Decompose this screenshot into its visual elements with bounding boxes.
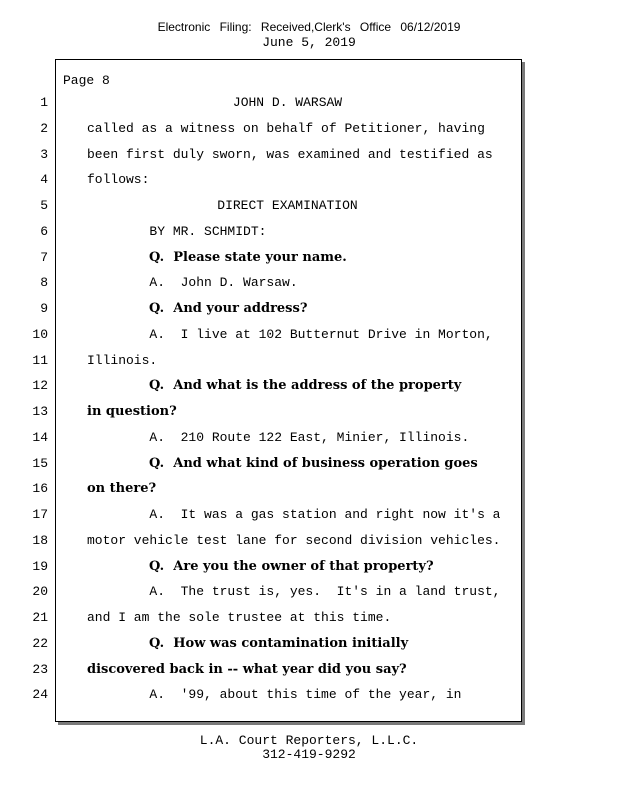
question-continuation: on there? [87, 481, 157, 497]
question-line: Q. And what is the address of the property [149, 378, 462, 394]
reporter-company: L.A. Court Reporters, L.L.C. [199, 733, 419, 748]
transcript-line: A. '99, about this time of the year, in [87, 687, 462, 703]
line-number: 19 [32, 558, 48, 574]
line-number: 14 [32, 429, 48, 445]
line-number: 20 [32, 584, 48, 600]
line-number: 10 [32, 326, 48, 342]
filing-stamp: Electronic Filing: Received,Clerk's Office 06/12/2019 [157, 20, 461, 34]
transcript-line: A. It was a gas station and right now it's a [87, 507, 501, 522]
question-line: Q. Are you the owner of that property? [149, 558, 434, 574]
line-number: 2 [40, 120, 48, 136]
transcript-line: follows: [87, 172, 150, 188]
reporter-phone: 312-419-9292 [262, 747, 356, 762]
transcript-line: A. The trust is, yes. It's in a land trust, [87, 584, 501, 600]
transcript-line: A. 210 Route 122 East, Minier, Illinois. [87, 429, 470, 445]
line-number: 13 [32, 404, 48, 419]
line-number: 15 [32, 455, 48, 471]
centered-heading: JOHN D. WARSAW [232, 95, 343, 110]
line-number: 12 [32, 378, 48, 394]
transcript-line: A. John D. Warsaw. [87, 275, 298, 291]
transcript-line: A. I live at 102 Butternut Drive in Morton, [87, 326, 493, 342]
transcript-line: motor vehicle test lane for second division vehicles. [87, 532, 501, 548]
line-number: 3 [40, 146, 48, 162]
line-number: 18 [32, 532, 48, 548]
line-number: 6 [40, 223, 48, 239]
question-line: Q. And your address? [149, 301, 308, 316]
transcript-line: Illinois. [87, 352, 158, 368]
question-line: Q. Please state your name. [149, 249, 347, 265]
line-number: 24 [32, 687, 48, 703]
line-number: 17 [32, 507, 48, 522]
question-line: Q. And what kind of business operation goes [149, 455, 478, 471]
line-number: 5 [40, 198, 48, 213]
question-continuation: discovered back in -- what year did you say? [87, 661, 407, 677]
line-number: 21 [32, 610, 48, 625]
line-number: 23 [32, 661, 48, 677]
line-number: 7 [40, 249, 48, 265]
transcript-line: been first duly sworn, was examined and testified as [87, 146, 493, 162]
transcript-line: called as a witness on behalf of Petitioner, having [87, 120, 485, 136]
line-number: 9 [40, 301, 48, 316]
centered-heading: DIRECT EXAMINATION [217, 198, 358, 213]
line-number: 22 [32, 635, 48, 651]
transcript-line: and I am the sole trustee at this time. [87, 610, 392, 625]
page-number-label: Page 8 [63, 73, 110, 88]
question-line: Q. How was contamination initially [149, 635, 409, 651]
line-number: 11 [32, 352, 48, 368]
transcript-date: June 5, 2019 [262, 35, 356, 50]
line-number: 16 [32, 481, 48, 497]
question-continuation: in question? [87, 404, 177, 419]
transcript-line: BY MR. SCHMIDT: [87, 223, 267, 239]
line-number: 8 [40, 275, 48, 291]
line-number: 1 [40, 95, 48, 110]
line-number: 4 [40, 172, 48, 188]
